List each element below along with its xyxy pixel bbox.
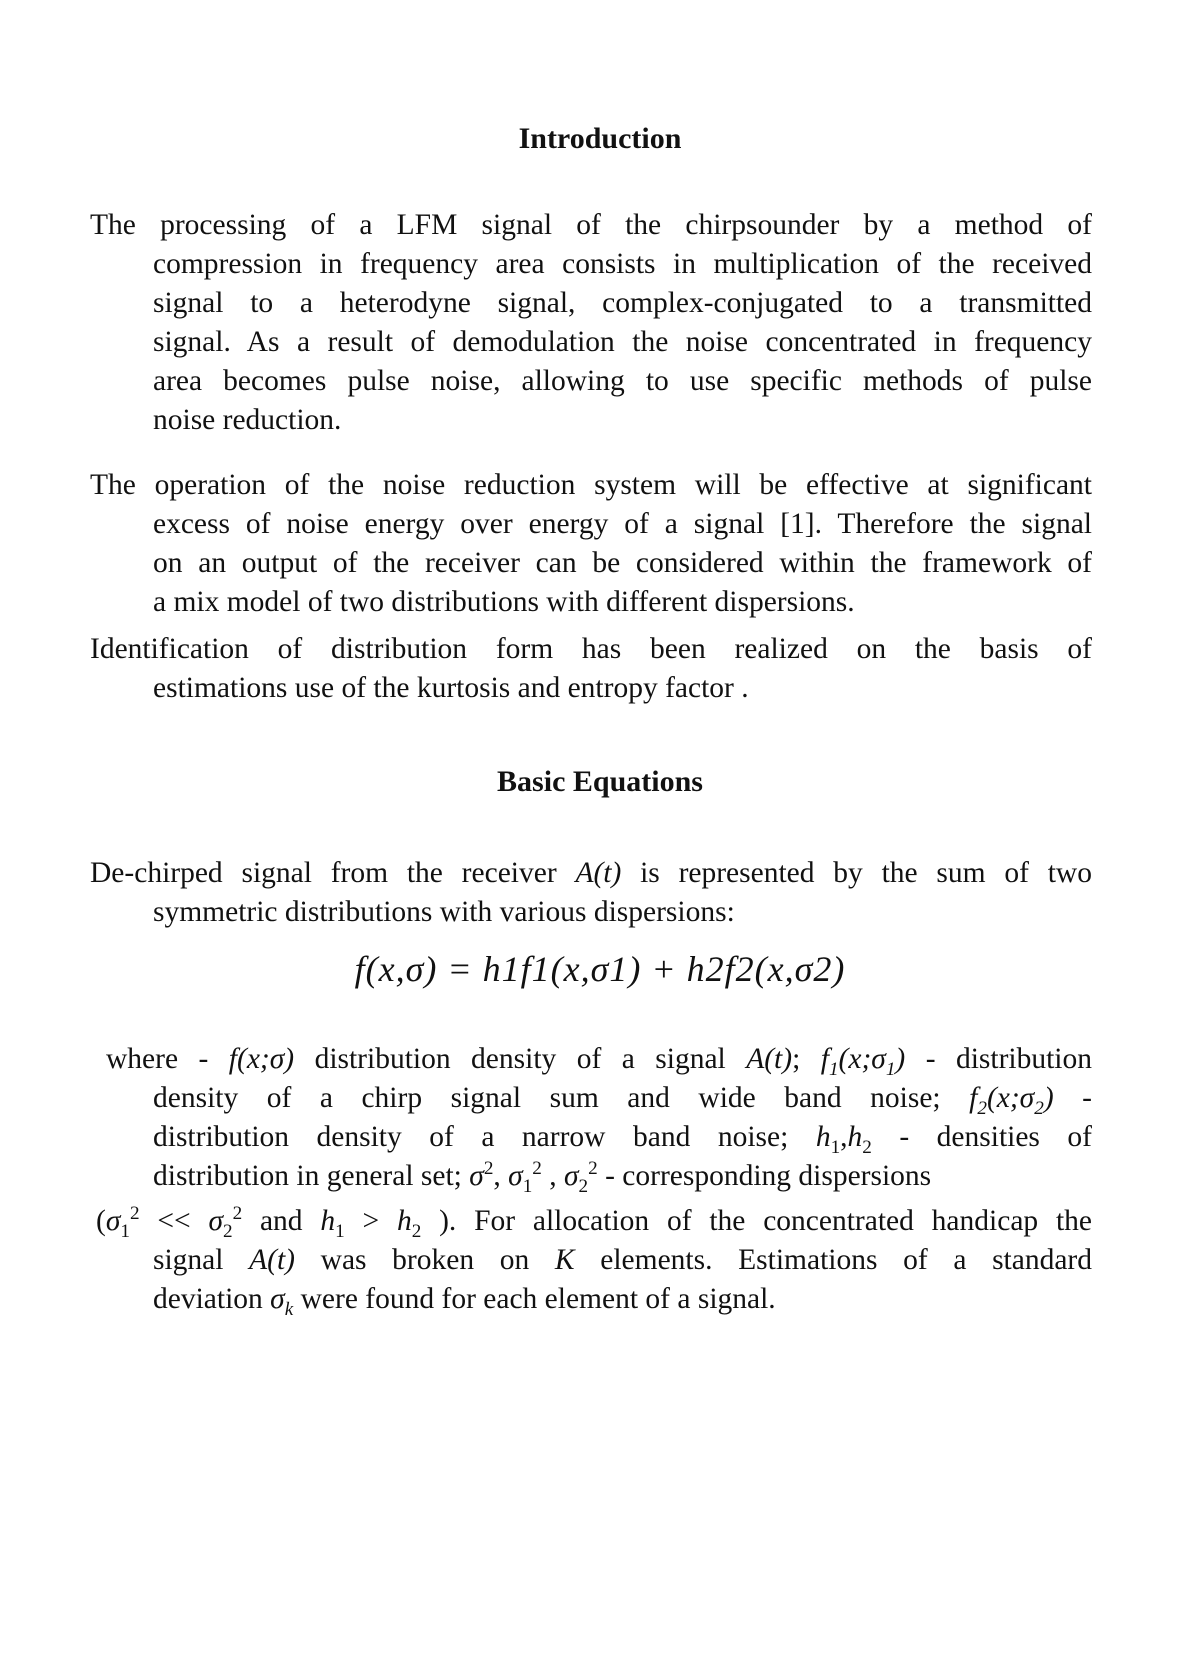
text-line	[90, 1157, 1092, 1196]
basic-equations-heading: Basic Equations	[497, 765, 703, 798]
text-run: distribution in general set;	[153, 1160, 470, 1192]
math-symbol: h	[320, 1205, 336, 1237]
math-symbol: σ	[469, 1160, 484, 1192]
text-line: The processing of a LFM signal of the chirpsounder by a method of	[90, 209, 1092, 241]
math-symbol: (x;σ	[838, 1043, 886, 1075]
math-subscript: 1	[828, 1058, 839, 1080]
text-line	[90, 1202, 1092, 1241]
text-run: signal	[153, 1244, 250, 1276]
text-line	[90, 1280, 1092, 1319]
text-run: deviation	[153, 1283, 271, 1315]
text-line: compression in frequency area consists in multiplication of the received	[153, 248, 1092, 280]
text-run: ,	[493, 1160, 509, 1192]
text-run: is represented by the sum of two	[621, 857, 1092, 889]
intro-heading: Introduction	[518, 122, 682, 155]
text-run: ). For allocation of the concentrated handicap the	[421, 1205, 1093, 1237]
intro-paragraph-1	[90, 206, 1092, 440]
math-superscript: 2	[532, 1158, 542, 1180]
text-run: De-chirped signal from the receiver	[90, 857, 576, 889]
text-run: (	[96, 1205, 106, 1237]
text-line: excess of noise energy over energy of a signal [1]. Therefore the signal	[153, 508, 1092, 540]
text-line: noise reduction.	[153, 404, 342, 436]
math-symbol: h	[847, 1121, 863, 1153]
variable-A-t: A(t)	[746, 1043, 793, 1075]
math-subscript: 2	[578, 1175, 589, 1197]
text-line: signal. As a result of demodulation the noise concentrated in frequency	[153, 326, 1092, 358]
math-superscript: 2	[588, 1158, 598, 1180]
math-superscript: 2	[483, 1158, 494, 1180]
math-subscript: 1	[885, 1058, 896, 1080]
basic-paragraph-3	[90, 1202, 1092, 1319]
math-symbol: f	[820, 1043, 829, 1075]
text-run: - corresponding dispersions	[597, 1160, 932, 1192]
text-run: ,	[541, 1160, 564, 1192]
text-run: ;	[792, 1043, 821, 1075]
intro-paragraph-2	[90, 466, 1092, 622]
variable-A-t: A(t)	[575, 857, 622, 889]
text-line	[90, 1118, 1092, 1157]
math-symbol: f	[969, 1082, 978, 1114]
text-line: The operation of the noise reduction system will be effective at significant	[90, 469, 1092, 501]
text-line	[90, 1040, 1092, 1079]
text-run: ,	[840, 1121, 848, 1153]
basic-paragraph-2	[90, 1040, 1092, 1196]
math-subscript: 2	[411, 1220, 422, 1242]
math-symbol: σ	[105, 1205, 121, 1237]
math-f: f(x;σ)	[228, 1043, 295, 1075]
math-symbol: σ	[270, 1283, 285, 1315]
text-run: was broken on	[295, 1244, 555, 1276]
text-line	[90, 854, 1092, 893]
text-run: <<	[139, 1205, 209, 1237]
text-line: on an output of the receiver can be considered within the framework of	[153, 547, 1092, 579]
text-line: Identification of distribution form has been realized on the basis of	[90, 633, 1092, 665]
text-line	[90, 1241, 1092, 1280]
math-subscript: 2	[223, 1220, 233, 1242]
math-subscript: 1	[522, 1175, 533, 1197]
text-run: density of a chirp signal sum and wide band noise;	[153, 1082, 970, 1114]
math-subscript: 1	[830, 1136, 841, 1158]
text-line: signal to a heterodyne signal, complex-conjugated to a transmitted	[153, 287, 1092, 319]
math-superscript: 2	[129, 1203, 140, 1225]
text-run: -	[1053, 1082, 1092, 1114]
text-line: a mix model of two distributions with different dispersions.	[153, 586, 855, 618]
math-symbol: )	[895, 1043, 906, 1075]
text-run: distribution density of a narrow band noise;	[153, 1121, 816, 1153]
math-symbol: σ	[508, 1160, 523, 1192]
equation-text: f(x,σ) = h1f1(x,σ1) + h2f2(x,σ2)	[354, 949, 846, 989]
text-run: >	[344, 1205, 397, 1237]
math-subscript: 2	[1034, 1097, 1044, 1119]
math-subscript: 1	[335, 1220, 345, 1242]
math-symbol: h	[396, 1205, 412, 1237]
text-run: distribution density of a signal	[294, 1043, 747, 1075]
text-line: area becomes pulse noise, allowing to use specific methods of pulse	[153, 365, 1092, 397]
math-symbol: σ	[563, 1160, 579, 1192]
text-run: and	[242, 1205, 321, 1237]
math-subscript: 1	[120, 1220, 130, 1242]
math-symbol: (x;σ	[986, 1082, 1035, 1114]
math-subscript: 2	[977, 1097, 987, 1119]
math-subscript: 2	[862, 1136, 872, 1158]
text-run: - densities of	[871, 1121, 1092, 1153]
math-f2	[969, 1082, 1054, 1119]
math-symbol: σ	[208, 1205, 223, 1237]
text-line	[90, 1079, 1092, 1118]
variable-A-t: A(t)	[249, 1244, 295, 1276]
math-f1	[820, 1043, 906, 1080]
math-symbol: h	[815, 1121, 831, 1153]
intro-paragraph-3	[90, 630, 1092, 708]
text-run: where -	[106, 1043, 229, 1075]
math-subscript: k	[284, 1298, 294, 1320]
variable-K: K	[554, 1244, 575, 1276]
text-run: elements. Estimations of a standard	[574, 1244, 1093, 1276]
text-line: estimations use of the kurtosis and entropy factor .	[153, 672, 749, 704]
text-run: were found for each element of a signal.	[293, 1283, 776, 1315]
text-line: symmetric distributions with various dispersions:	[153, 896, 735, 928]
basic-paragraph-1	[90, 854, 1092, 932]
mixture-equation	[0, 947, 1200, 991]
math-symbol: )	[1043, 1082, 1054, 1114]
text-run: - distribution	[905, 1043, 1092, 1075]
math-superscript: 2	[232, 1203, 243, 1225]
